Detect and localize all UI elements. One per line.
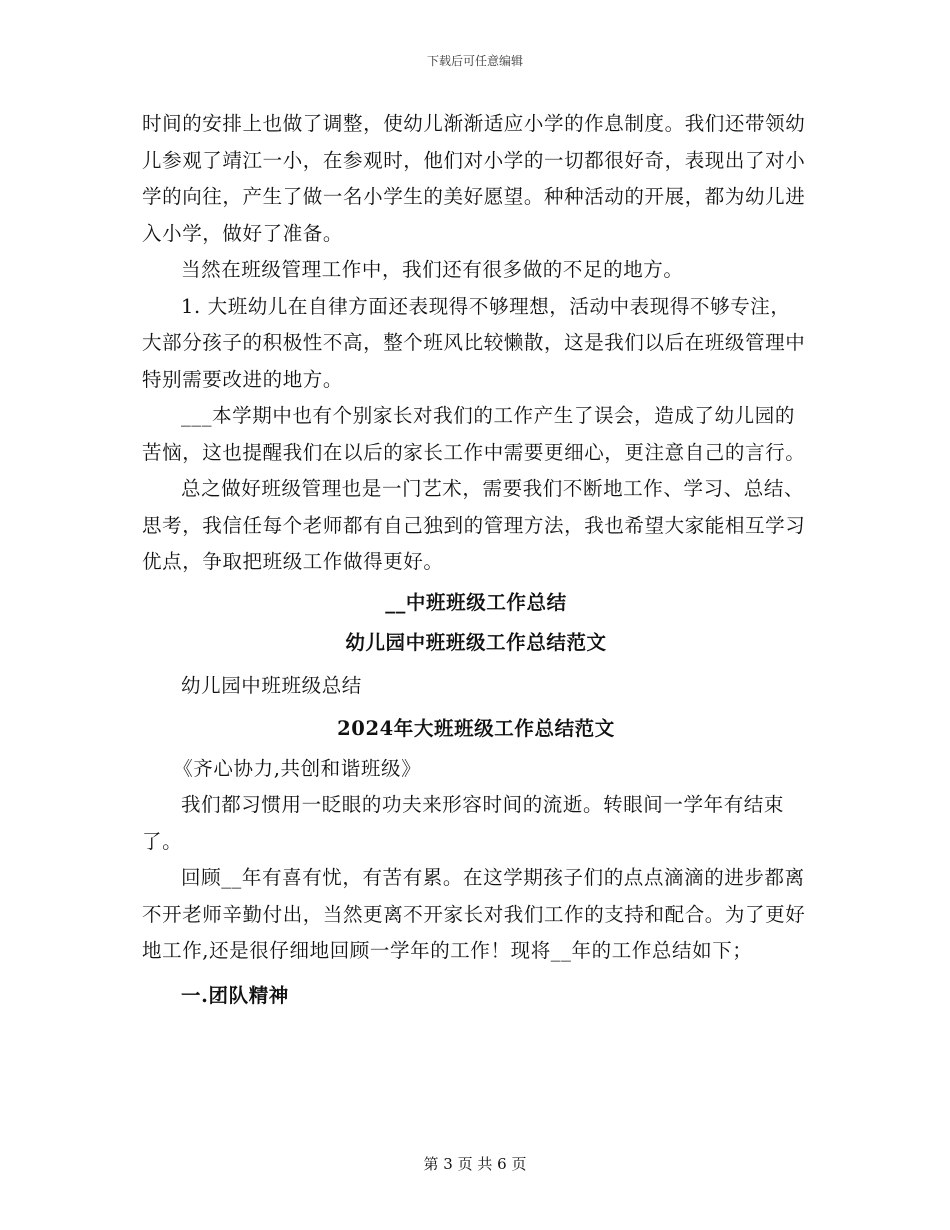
page-header-note: 下载后可任意编辑 xyxy=(426,54,523,68)
page-number-footer: 第 3 页 共 6 页 xyxy=(423,1155,527,1173)
paragraph-continuation: 时间的安排上也做了调整，使幼儿渐渐适应小学的作息制度。我们还带领幼儿参观了靖江一小，在参观时，他们对小学的一切都很好奇，表现出了对小学的向往，产生了做一名小学生的美好愿望。种种活动的开展，都为幼儿进入小学，做好了准备。 xyxy=(142,112,806,245)
paragraph-shortcomings-intro: 当然在班级管理工作中，我们还有很多做的不足的地方。 xyxy=(181,258,684,281)
section-title-middle-class: __中班班级工作总结 xyxy=(385,590,567,614)
paragraph-slogan: 《齐心协力,共创和谐班级》 xyxy=(173,756,422,780)
section-title-kindergarten: 幼儿园中班班级工作总结范文 xyxy=(345,630,607,654)
paragraph-time-flies: 我们都习惯用一眨眼的功夫来形容时间的流逝。转眼间一学年有结束了。 xyxy=(142,793,785,853)
paragraph-point-1: 1. 大班幼儿在自律方面还表现得不够理想，活动中表现得不够专注，大部分孩子的积极性不高，整个班风比较懒散，这是我们以后在班级管理中特别需要改进的地方。 xyxy=(142,294,806,391)
paragraph-point-2: ___本学期中也有个别家长对我们的工作产生了误会，造成了幼儿园的苦恼，这也提醒我们在以后的家长工作中需要更细心，更注意自己的言行。 xyxy=(142,404,806,464)
subtitle-line: 幼儿园中班班级总结 xyxy=(181,673,362,697)
section-heading-team-spirit: 一.团队精神 xyxy=(181,983,289,1007)
section-title-2024: 2024年大班班级工作总结范文 xyxy=(337,716,615,740)
document-body xyxy=(142,106,810,1018)
paragraph-conclusion: 总之做好班级管理也是一门艺术，需要我们不断地工作、学习、总结、思考，我信任每个老师都有自己独到的管理方法，我也希望大家能相互学习优点，争取把班级工作做得更好。 xyxy=(142,477,806,573)
paragraph-review: 回顾__年有喜有忧，有苦有累。在这学期孩子们的点点滴滴的进步都离不开老师辛勤付出，当然更离不开家长对我们工作的支持和配合。为了更好地工作,还是很仔细地回顾一学年的工作！现将__年的工作总结如下； xyxy=(142,866,806,962)
